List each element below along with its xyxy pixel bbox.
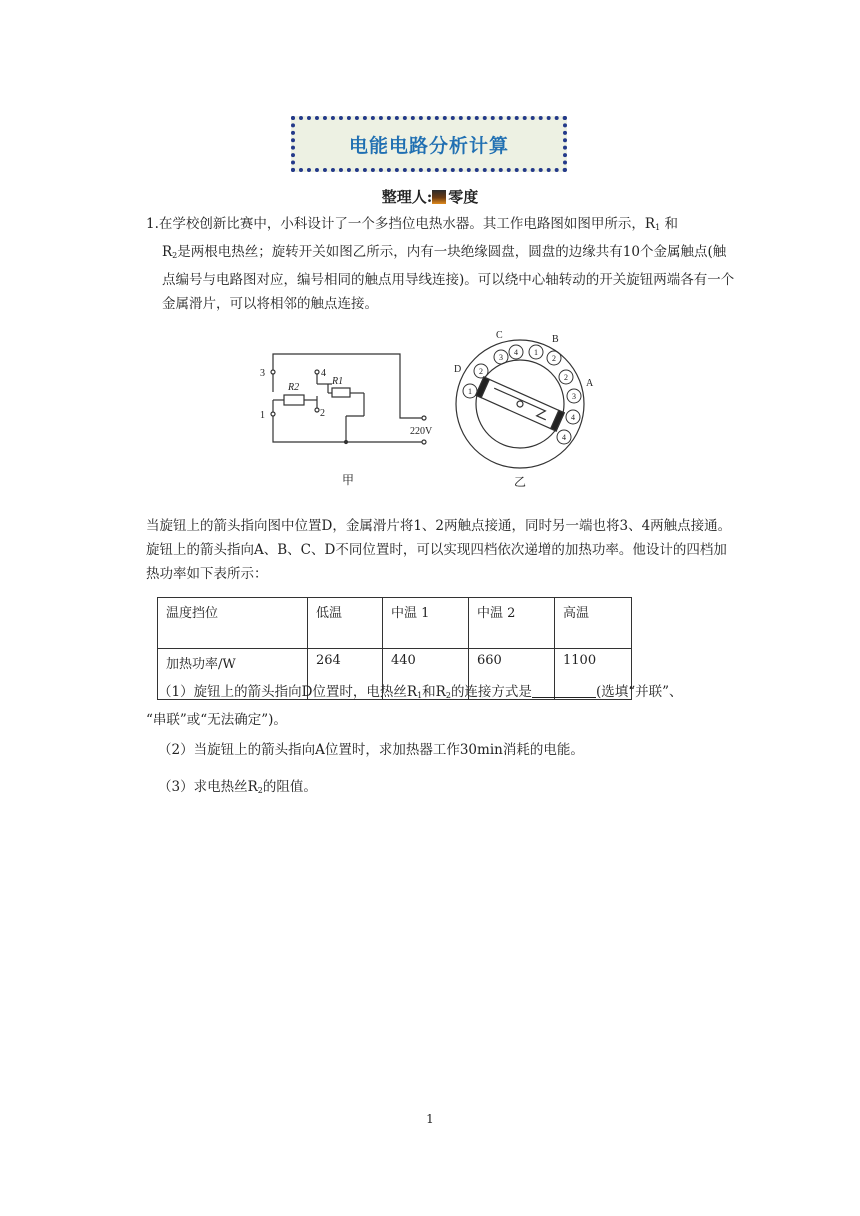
q1-text-c: 的连接方式是: [450, 684, 532, 700]
sunset-photo-icon: [432, 190, 446, 204]
r2-label: R2: [288, 382, 300, 393]
table-cell: 中温 1: [383, 598, 469, 649]
r1-label: R1: [332, 376, 344, 387]
q1-r2-subscript: 2: [445, 691, 451, 700]
table-cell: 温度挡位: [158, 598, 308, 649]
q2-text: （2）当旋钮上的箭头指向A位置时，求加热器工作30min消耗的电能。: [158, 742, 584, 758]
voltage-label: 220V: [410, 426, 433, 437]
circuit-and-switch-figure: [250, 324, 620, 494]
table-row: [158, 598, 632, 649]
dial-position-c: C: [496, 330, 503, 341]
table-cell: 1100: [555, 649, 632, 700]
dial-position-a: A: [586, 378, 594, 389]
figure-jia-caption: 甲: [342, 473, 355, 487]
terminal-1-label: 1: [260, 410, 265, 421]
contact-label: 4: [514, 348, 518, 357]
contact-label: 3: [572, 392, 576, 401]
q1-text-e: “串联”或“无法确定”)。: [146, 712, 287, 728]
question-number: 1.: [146, 216, 159, 232]
page-number: 1: [426, 1112, 434, 1126]
answer-blank[interactable]: [532, 683, 596, 698]
page-title: 电能电路分析计算: [348, 134, 509, 157]
table-cell: 264: [308, 649, 383, 700]
dial-position-b: B: [552, 334, 559, 345]
organizer-label: 整理人:: [381, 188, 433, 206]
q1-text-b: 和R: [422, 684, 446, 700]
figure-yi-caption: 乙: [514, 475, 527, 489]
terminal-4-label: 4: [321, 368, 326, 379]
contact-label: 2: [564, 373, 568, 382]
sub-question-1: [146, 680, 748, 732]
paragraph-2-text: 当旋钮上的箭头指向图中位置D，金属滑片将1、2两触点接通，同时另一端也将3、4两触点接通。旋钮上的箭头指向A、B、C、D不同位置时，可以实现四档依次递增的加热功率。他设计的四档加热功率如下表所示：: [146, 518, 732, 582]
title-box: [291, 116, 567, 172]
contact-label: 3: [499, 353, 503, 362]
table-cell: 加热功率/W: [158, 649, 308, 700]
table-cell: 中温 2: [469, 598, 555, 649]
sub-question-2: [158, 738, 748, 762]
r1-subscript: 1: [655, 223, 661, 232]
contact-label: 4: [571, 413, 575, 422]
question-paragraph-2: [146, 514, 736, 586]
q3-text-a: （3）求电热丝R: [158, 779, 258, 795]
contact-label: 2: [552, 354, 556, 363]
q1-r1-subscript: 1: [417, 691, 423, 700]
table-cell: 440: [383, 649, 469, 700]
intro-text-d: 是两根电热丝；旋转开关如图乙所示，内有一块绝缘圆盘，圆盘的边缘共有10个金属触点(触点编号与电路图对应，编号相同的触点用导线连接)。可以绕中心轴转动的开关旋钮两端各有一个金属滑片，可以将相邻的触点连接。: [162, 244, 735, 312]
organizer-line: [0, 186, 860, 207]
dial-position-d: D: [454, 364, 462, 375]
table-cell: 高温: [555, 598, 632, 649]
table-cell: 660: [469, 649, 555, 700]
table-cell: 低温: [308, 598, 383, 649]
intro-text-c: R: [162, 244, 173, 260]
question-intro: [146, 212, 736, 316]
q1-text-a: （1）旋钮上的箭头指向D位置时，电热丝R: [158, 684, 418, 700]
contact-label: 1: [534, 348, 538, 357]
r2-subscript: 2: [172, 251, 178, 260]
organizer-name: 零度: [448, 188, 479, 206]
intro-text-a: 在学校创新比赛中，小科设计了一个多挡位电热水器。其工作电路图如图甲所示，R: [158, 216, 656, 232]
contact-label: 2: [479, 367, 483, 376]
terminal-2-label: 2: [320, 408, 325, 419]
contact-label: 1: [468, 387, 472, 396]
q3-text-b: 的阻值。: [262, 779, 317, 795]
sub-question-3: [158, 775, 748, 803]
contact-label: 4: [562, 433, 566, 442]
q3-r2-subscript: 2: [257, 786, 263, 795]
intro-text-b: 和: [660, 216, 678, 232]
q1-text-d: (选填“并联”、: [595, 684, 683, 700]
terminal-3-label: 3: [260, 368, 265, 379]
